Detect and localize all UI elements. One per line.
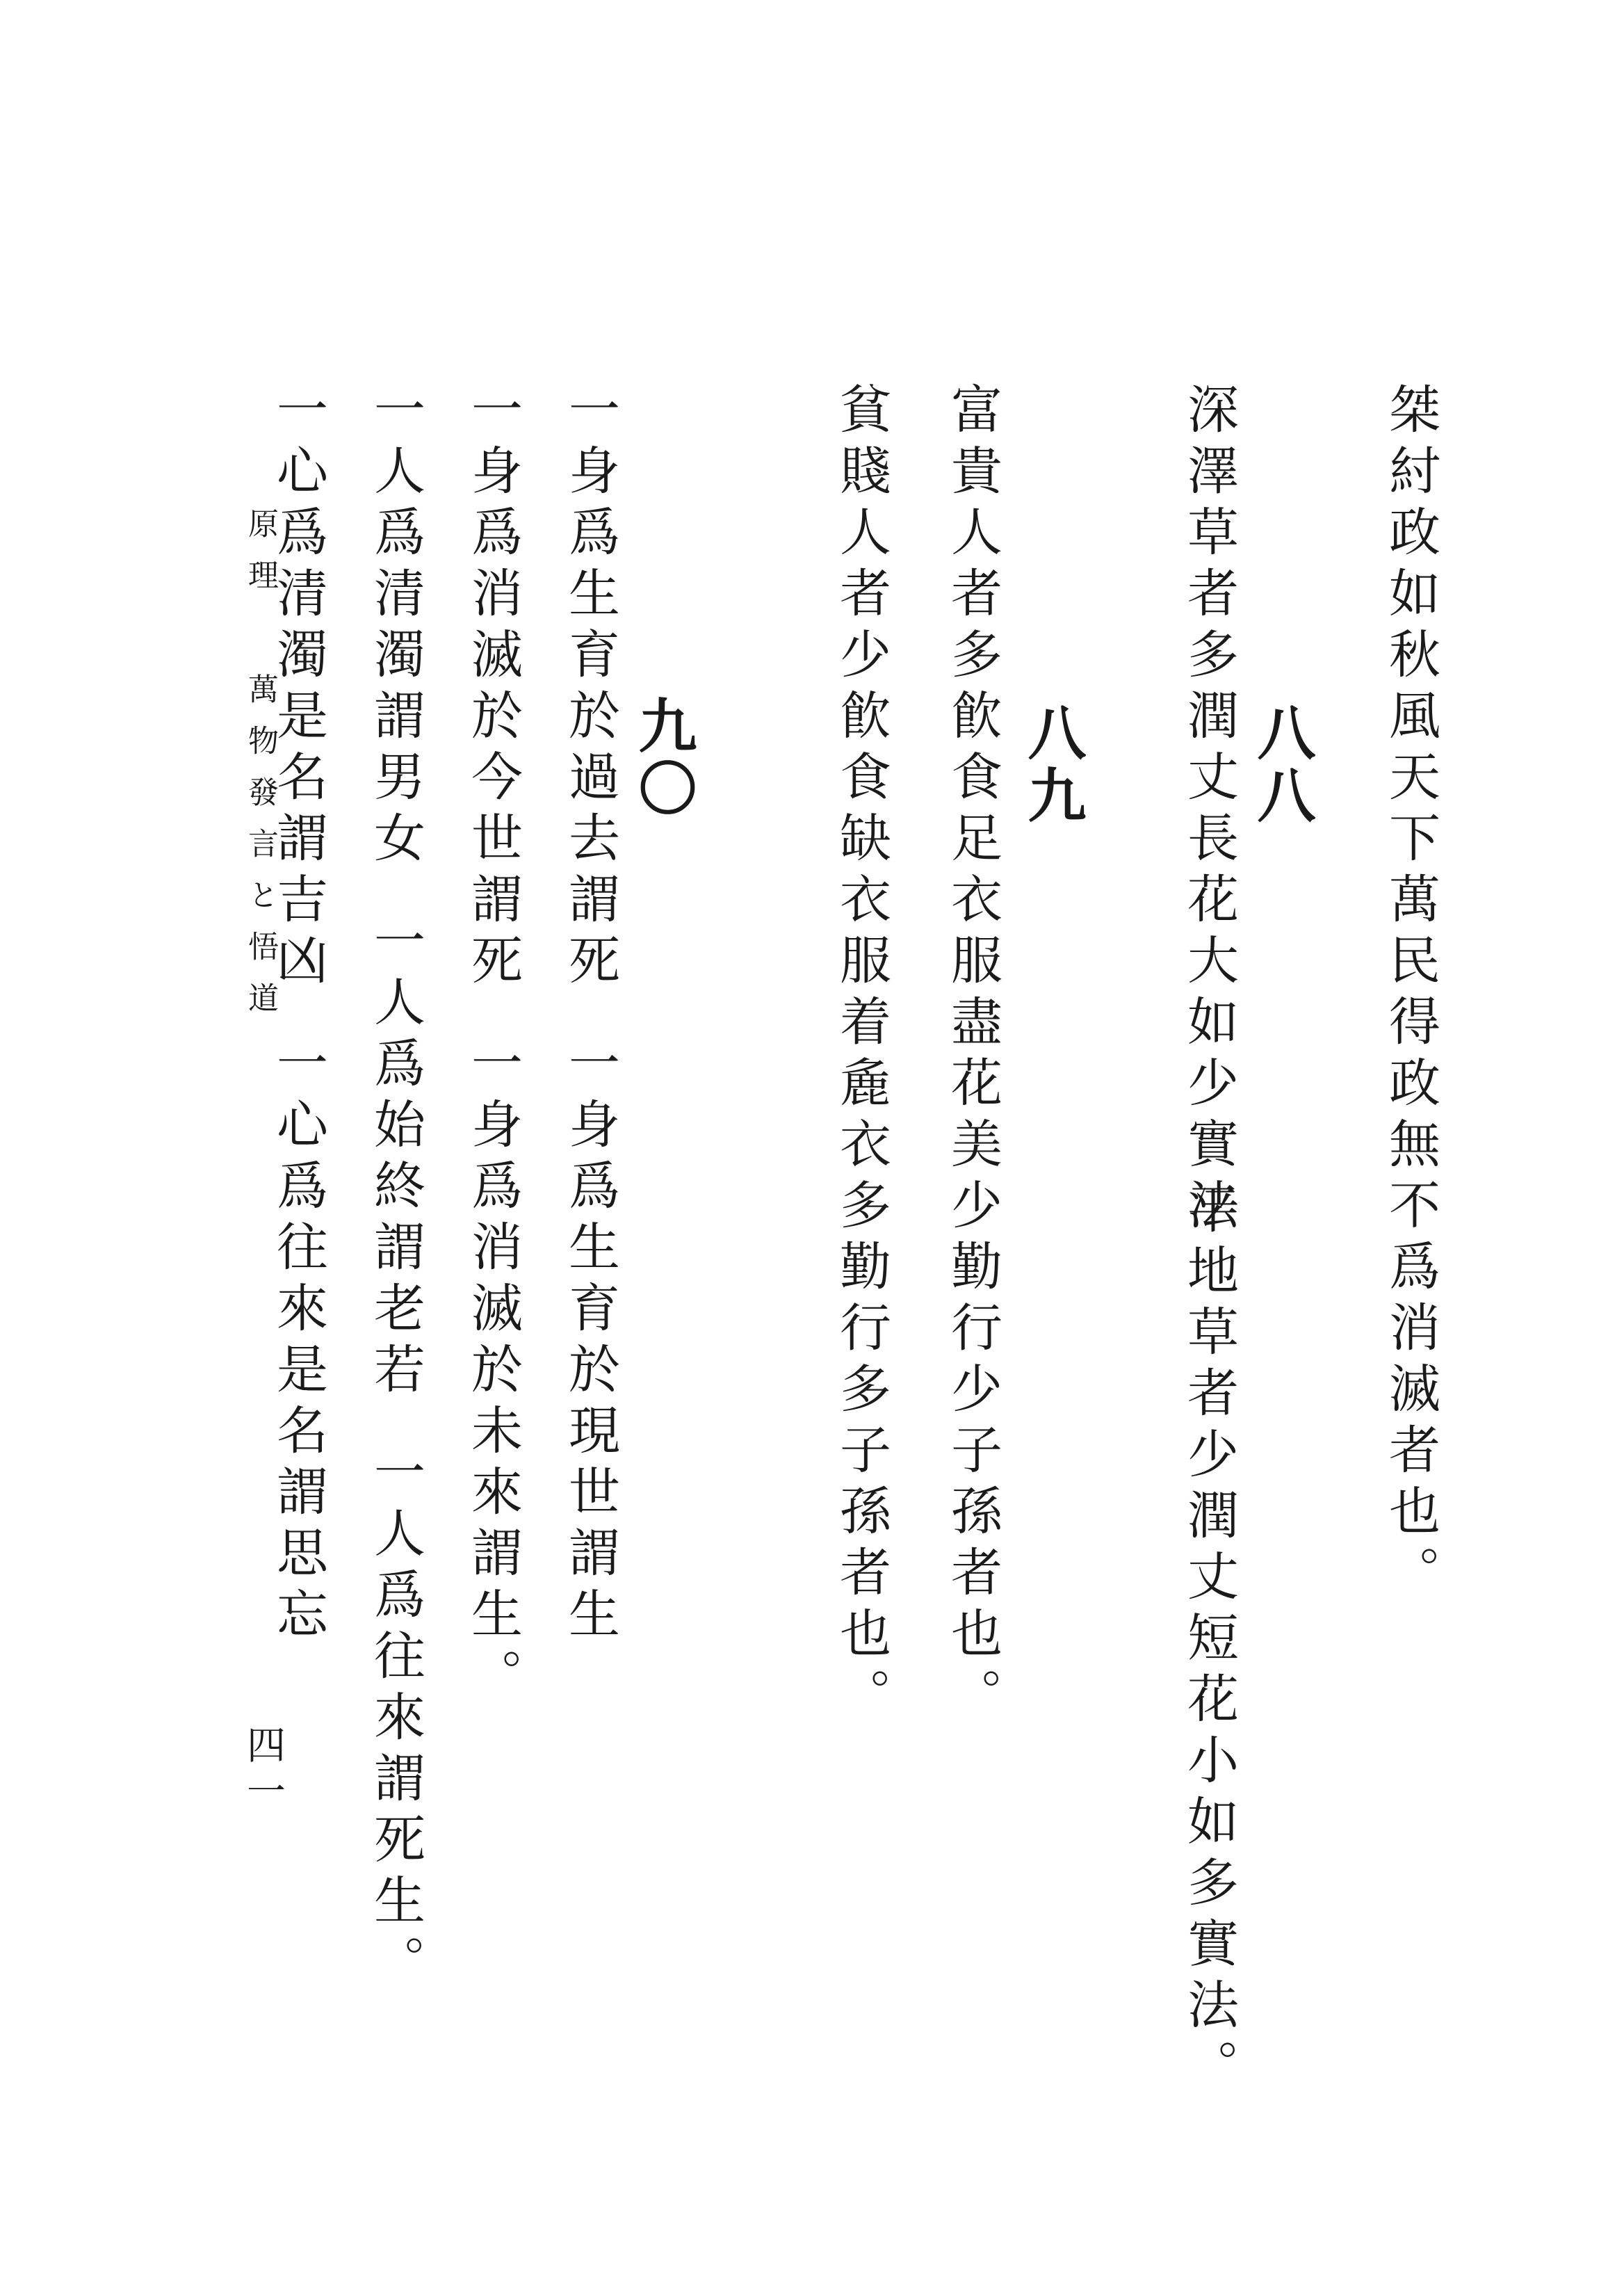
entry-number: 八八 xyxy=(1248,702,1317,828)
entry-number: 八九 xyxy=(1018,702,1087,828)
text-line: 平地草者少潤丈短花小如多實法。 xyxy=(1179,1182,1239,2100)
header-chapter: 萬物發言と悟道 xyxy=(243,673,278,1033)
text-line: 貧賤人者少飮食缺衣服着麁衣多勤行多子孫者也。 xyxy=(831,382,891,1729)
text-line: 富貴人者多飮食足衣服盡花美少勤行少子孫者也。 xyxy=(943,382,1002,1729)
running-header xyxy=(243,508,278,1033)
text-line: 深澤草者多潤丈長花大如少實法 xyxy=(1179,382,1239,1239)
entry-number: 九〇 xyxy=(629,695,698,821)
page-number: 四一 xyxy=(241,1725,286,1816)
text-line: 一身爲生育於過去謂死一身爲生育於現世謂生 xyxy=(560,382,620,1648)
text-line: 一身爲消滅於今世謂死一身爲消滅於未來謂生。 xyxy=(463,382,523,1709)
header-section: 原理 xyxy=(243,508,278,611)
text-line: 桀紂政如秋風天下萬民得政無不爲消滅者也。 xyxy=(1381,382,1440,1606)
text-line: 一人爲清濁謂男女一人爲始終謂老若一人爲往來謂死生。 xyxy=(366,382,425,1996)
text-line: 一心爲清濁是名謂吉凶一心爲往來是名謂思忘 xyxy=(268,382,328,1648)
